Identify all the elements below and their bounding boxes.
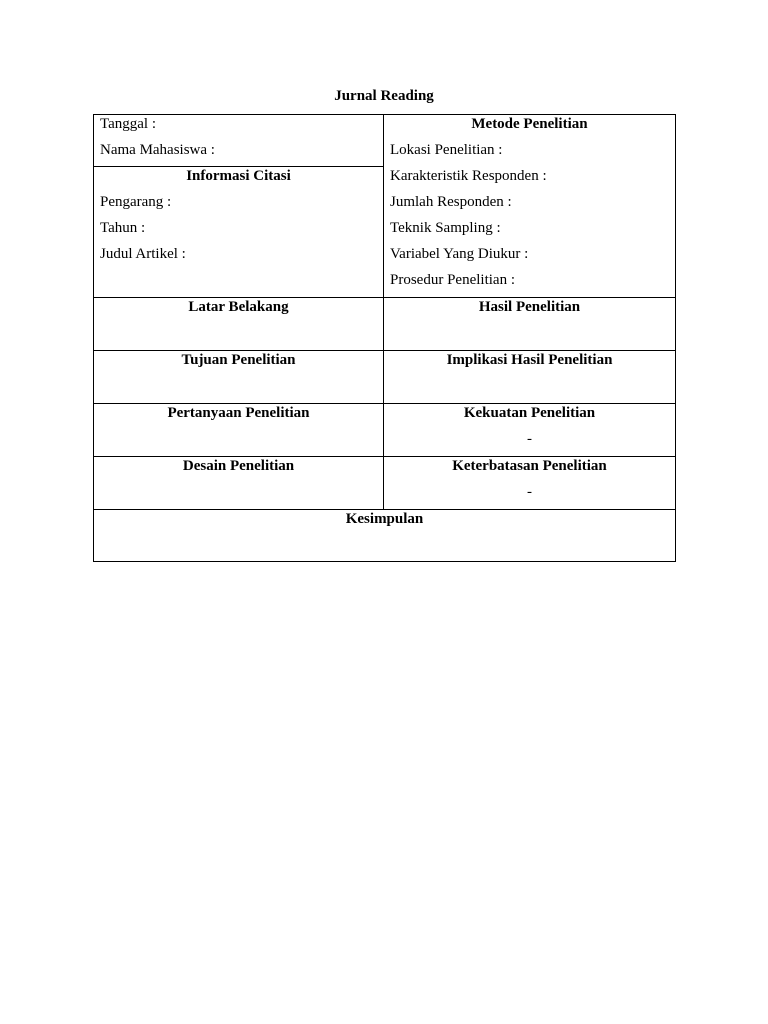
hasil-penelitian-cell <box>384 298 676 351</box>
latar-belakang-heading: Latar Belakang <box>188 299 289 315</box>
method-heading: Metode Penelitian <box>471 116 588 132</box>
desain-penelitian-cell <box>94 457 384 510</box>
pertanyaan-penelitian-heading: Pertanyaan Penelitian <box>167 405 310 421</box>
variabel-diukur-field: Variabel Yang Diukur : <box>390 246 529 262</box>
kekuatan-penelitian-cell <box>384 404 676 457</box>
latar-belakang-cell <box>94 298 384 351</box>
student-info-block <box>94 115 383 167</box>
tujuan-penelitian-cell <box>94 351 384 404</box>
prosedur-penelitian-field: Prosedur Penelitian : <box>390 272 515 288</box>
conclusion-row <box>94 510 676 562</box>
document-title: Jurnal Reading <box>334 88 434 104</box>
left-info-cell <box>94 115 384 298</box>
kekuatan-penelitian-heading: Kekuatan Penelitian <box>463 405 596 421</box>
header-row <box>94 115 676 298</box>
method-cell <box>384 115 676 298</box>
keterbatasan-penelitian-heading: Keterbatasan Penelitian <box>452 458 607 474</box>
jumlah-responden-field: Jumlah Responden : <box>390 194 512 210</box>
journal-reading-form <box>93 114 676 562</box>
implikasi-hasil-cell <box>384 351 676 404</box>
teknik-sampling-field: Teknik Sampling : <box>390 220 501 236</box>
hasil-penelitian-heading: Hasil Penelitian <box>478 299 581 315</box>
pengarang-field: Pengarang : <box>100 194 172 210</box>
kesimpulan-heading: Kesimpulan <box>345 511 424 527</box>
desain-penelitian-heading: Desain Penelitian <box>182 458 295 474</box>
section-row <box>94 404 676 457</box>
pertanyaan-penelitian-cell <box>94 404 384 457</box>
lokasi-penelitian-field: Lokasi Penelitian : <box>390 142 503 158</box>
kesimpulan-cell <box>94 510 676 562</box>
keterbatasan-penelitian-value: - <box>527 484 532 500</box>
tujuan-penelitian-heading: Tujuan Penelitian <box>181 352 296 368</box>
section-row <box>94 351 676 404</box>
section-row <box>94 457 676 510</box>
section-row <box>94 298 676 351</box>
judul-artikel-field: Judul Artikel : <box>100 246 186 262</box>
keterbatasan-penelitian-cell <box>384 457 676 510</box>
nama-mahasiswa-field: Nama Mahasiswa : <box>100 142 215 158</box>
citation-heading: Informasi Citasi <box>186 168 291 184</box>
karakteristik-responden-field: Karakteristik Responden : <box>390 168 547 184</box>
citation-info-block <box>94 167 383 271</box>
tahun-field: Tahun : <box>100 220 146 236</box>
tanggal-field: Tanggal : <box>100 116 157 132</box>
kekuatan-penelitian-value: - <box>527 431 532 447</box>
implikasi-hasil-heading: Implikasi Hasil Penelitian <box>446 352 613 368</box>
